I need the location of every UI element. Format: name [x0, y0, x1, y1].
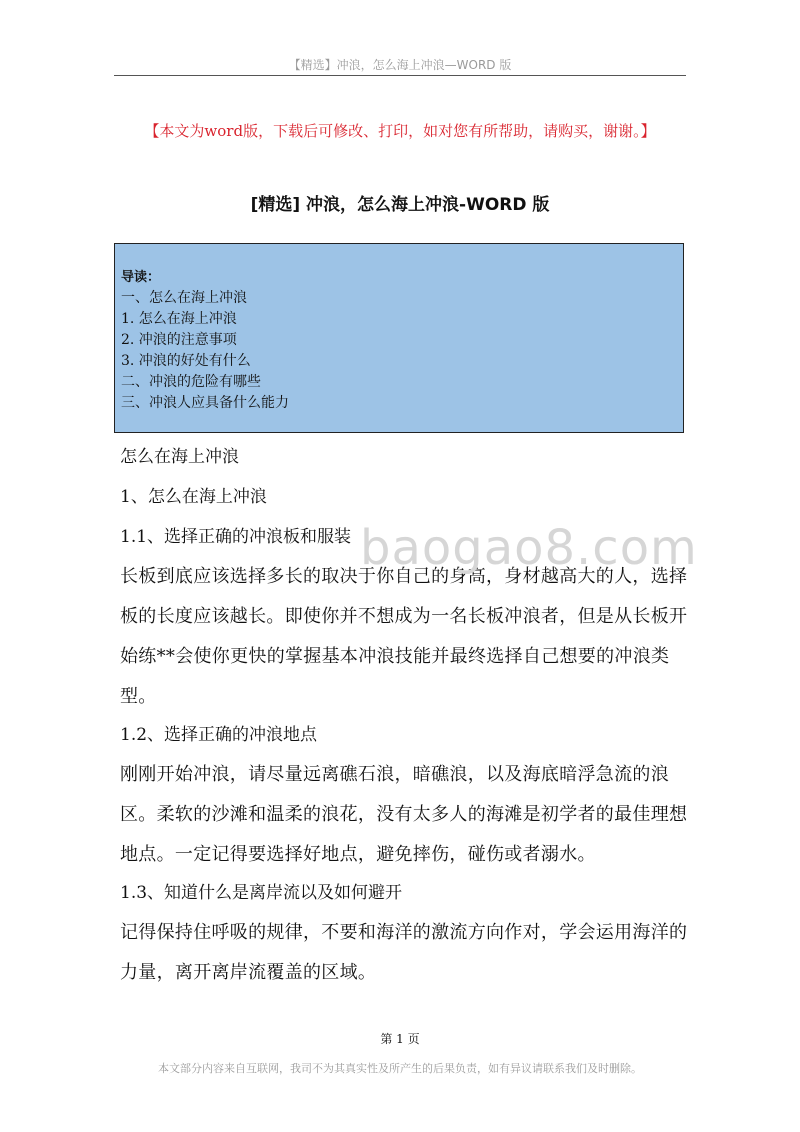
document-body — [120, 440, 690, 997]
page-header: 【精选】冲浪，怎么海上冲浪—WORD 版 — [288, 58, 512, 72]
subsubsection-heading: 1.2、选择正确的冲浪地点 — [120, 725, 318, 745]
toc-item[interactable]: 2. 冲浪的注意事项 — [121, 332, 237, 348]
toc-item[interactable]: 1. 怎么在海上冲浪 — [121, 311, 237, 327]
toc-item[interactable]: 三、冲浪人应具备什么能力 — [121, 395, 289, 411]
paragraph: 刚刚开始冲浪，请尽量远离礁石浪，暗礁浪，以及海底暗浮急流的浪区。柔软的沙滩和温柔的浪花，没有太多人的海滩是初学者的最佳理想地点。一定记得要选择好地点，避免摔伤，碰伤或者溺水。 — [120, 764, 688, 865]
download-notice: 【本文为word版，下载后可修改、打印，如对您有所帮助，请购买，谢谢。】 — [144, 122, 656, 140]
toc-item[interactable]: 二、冲浪的危险有哪些 — [121, 374, 261, 390]
paragraph: 记得保持住呼吸的规律，不要和海洋的激流方向作对，学会运用海洋的力量，离开离岸流覆盖的区域。 — [120, 922, 688, 983]
page-number: 第 1 页 — [380, 1032, 420, 1046]
header-divider — [114, 75, 686, 76]
section-heading: 怎么在海上冲浪 — [120, 447, 239, 467]
watermark: baogao8.com — [360, 520, 698, 576]
document-title: [精选] 冲浪，怎么海上冲浪-WORD 版 — [250, 195, 550, 215]
footer-disclaimer: 本文部分内容来自互联网，我司不为其真实性及所产生的后果负责，如有异议请联系我们及时删除。 — [158, 1062, 642, 1075]
subsection-heading: 1、怎么在海上冲浪 — [120, 487, 267, 507]
toc-item[interactable]: 3. 冲浪的好处有什么 — [121, 353, 251, 369]
subsubsection-heading: 1.1、选择正确的冲浪板和服装 — [120, 527, 352, 547]
subsubsection-heading: 1.3、知道什么是离岸流以及如何避开 — [120, 883, 403, 903]
toc-box — [114, 243, 684, 433]
paragraph: 长板到底应该选择多长的取决于你自己的身高，身材越高大的人，选择板的长度应该越长。即使你并不想成为一名长板冲浪者，但是从长板开始练**会使你更快的掌握基本冲浪技能并最终选择自己想要的冲浪类型。 — [120, 566, 688, 707]
toc-heading: 导读： — [121, 270, 161, 285]
toc-item[interactable]: 一、怎么在海上冲浪 — [121, 290, 247, 306]
